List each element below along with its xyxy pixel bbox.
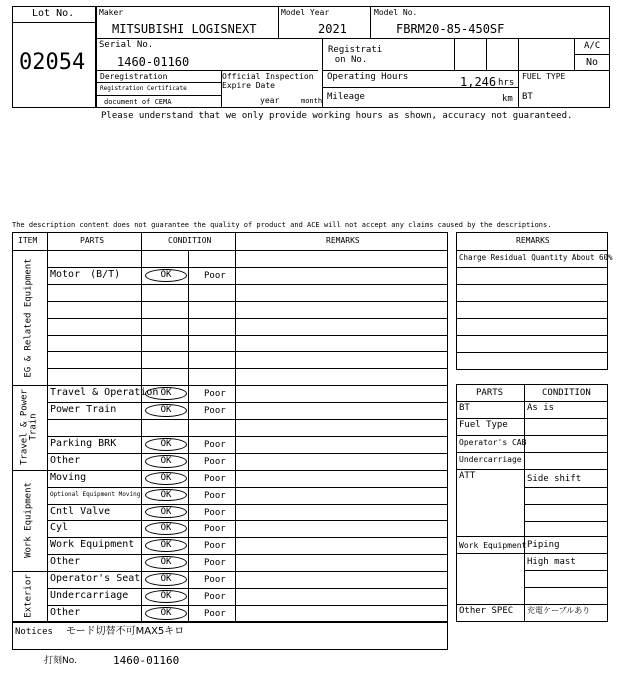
condition-ok-circled: OK bbox=[145, 472, 187, 485]
maker-label: Maker bbox=[99, 8, 124, 17]
part-label: Moving bbox=[50, 471, 87, 483]
part-label: Cntl Valve bbox=[50, 505, 111, 517]
condition-ok-circled: OK bbox=[145, 489, 187, 502]
col-item-header: ITEM bbox=[18, 236, 38, 245]
col-remarks-header: REMARKS bbox=[326, 236, 360, 245]
notices-label: Notices bbox=[15, 627, 53, 637]
condition-poor: Poor bbox=[204, 608, 226, 619]
condition-ok-circled: OK bbox=[145, 590, 187, 603]
lot-number: 02054 bbox=[19, 50, 86, 75]
right-condition-value: Side shift bbox=[527, 474, 582, 484]
condition-ok-circled: OK bbox=[145, 522, 187, 535]
model-no-label: Model No. bbox=[374, 8, 418, 17]
notices-text: モード切替不可MAX5キロ bbox=[66, 626, 185, 637]
right-part-label: BT bbox=[459, 403, 470, 413]
fuel-type-value: BT bbox=[522, 92, 533, 102]
condition-ok-circled: OK bbox=[145, 404, 187, 417]
item-group-label: EG & Related Equipment bbox=[23, 257, 34, 378]
month-label: month bbox=[301, 97, 323, 105]
condition-poor: Poor bbox=[204, 524, 226, 535]
part-label: Travel & Operation bbox=[50, 387, 159, 399]
maker-value: MITSUBISHI LOGISNEXT bbox=[112, 22, 257, 36]
condition-poor: Poor bbox=[204, 439, 226, 450]
part-label: Cyl bbox=[50, 522, 69, 534]
mileage-label: Mileage bbox=[327, 92, 365, 102]
model-year-label: Model Year bbox=[281, 8, 330, 17]
inspection-label: Official Inspection Expire Date bbox=[222, 72, 314, 91]
condition-poor: Poor bbox=[204, 592, 226, 602]
operating-hours-label: Operating Hours bbox=[327, 72, 409, 82]
ac-value: No bbox=[586, 57, 599, 68]
col-parts-header: PARTS bbox=[80, 236, 105, 245]
part-label: Power Train bbox=[50, 404, 117, 416]
condition-poor: Poor bbox=[204, 490, 226, 501]
ac-label: A/C bbox=[584, 41, 601, 51]
part-label: Work Equipment bbox=[50, 539, 135, 551]
deregistration-label: Deregistration bbox=[100, 72, 168, 81]
right-part-label: ATT bbox=[459, 471, 476, 481]
fuel-type-label: FUEL TYPE bbox=[522, 72, 566, 81]
right-part-label: Fuel Type bbox=[459, 420, 508, 430]
part-label: Other bbox=[50, 556, 81, 568]
col-condition-header: CONDITION bbox=[168, 236, 212, 245]
condition-poor: Poor bbox=[204, 406, 226, 417]
right-condition-value: 充電ケーブルあり bbox=[527, 606, 591, 615]
right-remarks-header: REMARKS bbox=[516, 236, 550, 245]
cema-label: document of CEMA bbox=[104, 98, 172, 106]
condition-ok-circled: OK bbox=[145, 387, 187, 400]
hours-notice: Please understand that we only provide working hours as shown, accuracy not guaranteed. bbox=[101, 111, 573, 121]
part-label: Motor (B/T) bbox=[50, 268, 121, 280]
hrs-unit: hrs bbox=[498, 78, 515, 88]
right-col-condition-header: CONDITION bbox=[542, 388, 591, 398]
item-group-label: Travel & Power Train bbox=[19, 389, 39, 466]
right-condition-value: As is bbox=[527, 403, 555, 413]
right-remarks-line-1: Charge Residual Quantity About 60% bbox=[459, 253, 613, 262]
condition-ok-circled: OK bbox=[145, 506, 187, 519]
condition-poor: Poor bbox=[204, 456, 226, 467]
part-label: Optional Equipment Moving bbox=[50, 490, 141, 498]
part-label: Parking BRK bbox=[50, 437, 117, 449]
year-label: year bbox=[260, 96, 280, 105]
registration-label: Registrati on No. bbox=[328, 45, 383, 66]
condition-poor: Poor bbox=[204, 558, 226, 569]
registration-certificate-label: Registration Certificate bbox=[100, 85, 187, 92]
lot-label: Lot No. bbox=[32, 8, 75, 19]
serial-label: Serial No. bbox=[99, 40, 154, 50]
right-part-label: Operator's CAB bbox=[459, 438, 527, 447]
right-condition-value: High mast bbox=[527, 557, 576, 567]
right-col-parts-header: PARTS bbox=[476, 388, 504, 398]
km-unit: km bbox=[502, 94, 513, 104]
condition-ok-circled: OK bbox=[145, 539, 187, 552]
condition-ok-circled: OK bbox=[145, 607, 187, 620]
operating-hours-value: 1,246 bbox=[460, 75, 497, 89]
condition-poor: Poor bbox=[204, 507, 226, 518]
model-year-value: 2021 bbox=[318, 22, 347, 36]
part-label: Other bbox=[50, 606, 81, 618]
right-part-label: Other SPEC bbox=[459, 606, 514, 616]
item-group-label: Work Equipment bbox=[23, 482, 34, 559]
stamp-label: 打刻No. bbox=[44, 656, 77, 666]
condition-poor: Poor bbox=[204, 541, 226, 552]
condition-poor: Poor bbox=[204, 389, 226, 400]
right-part-label: Work Equipment bbox=[459, 541, 527, 550]
disclaimer: The description content does not guarantee the quality of product and ACE will not accept any claims caused by the descriptions. bbox=[12, 221, 552, 229]
part-label: Undercarriage bbox=[50, 590, 129, 601]
item-group-label: Exterior bbox=[23, 574, 34, 619]
condition-ok-circled: OK bbox=[145, 438, 187, 451]
right-part-label: Undercarriage bbox=[459, 455, 522, 464]
condition-ok-circled: OK bbox=[145, 556, 187, 569]
condition-ok-circled: OK bbox=[145, 573, 187, 586]
serial-value: 1460-01160 bbox=[117, 55, 190, 69]
model-no-value: FBRM20-85-450SF bbox=[396, 22, 505, 36]
part-label: Operator's Seat bbox=[50, 573, 141, 585]
stamp-value: 1460-01160 bbox=[113, 654, 180, 667]
right-condition-value: Piping bbox=[527, 540, 560, 550]
condition-poor: Poor bbox=[204, 473, 226, 484]
condition-poor: Poor bbox=[204, 270, 226, 281]
part-label: Other bbox=[50, 454, 81, 466]
condition-ok-circled: OK bbox=[145, 269, 187, 282]
condition-ok-circled: OK bbox=[145, 455, 187, 468]
condition-poor: Poor bbox=[204, 575, 226, 586]
